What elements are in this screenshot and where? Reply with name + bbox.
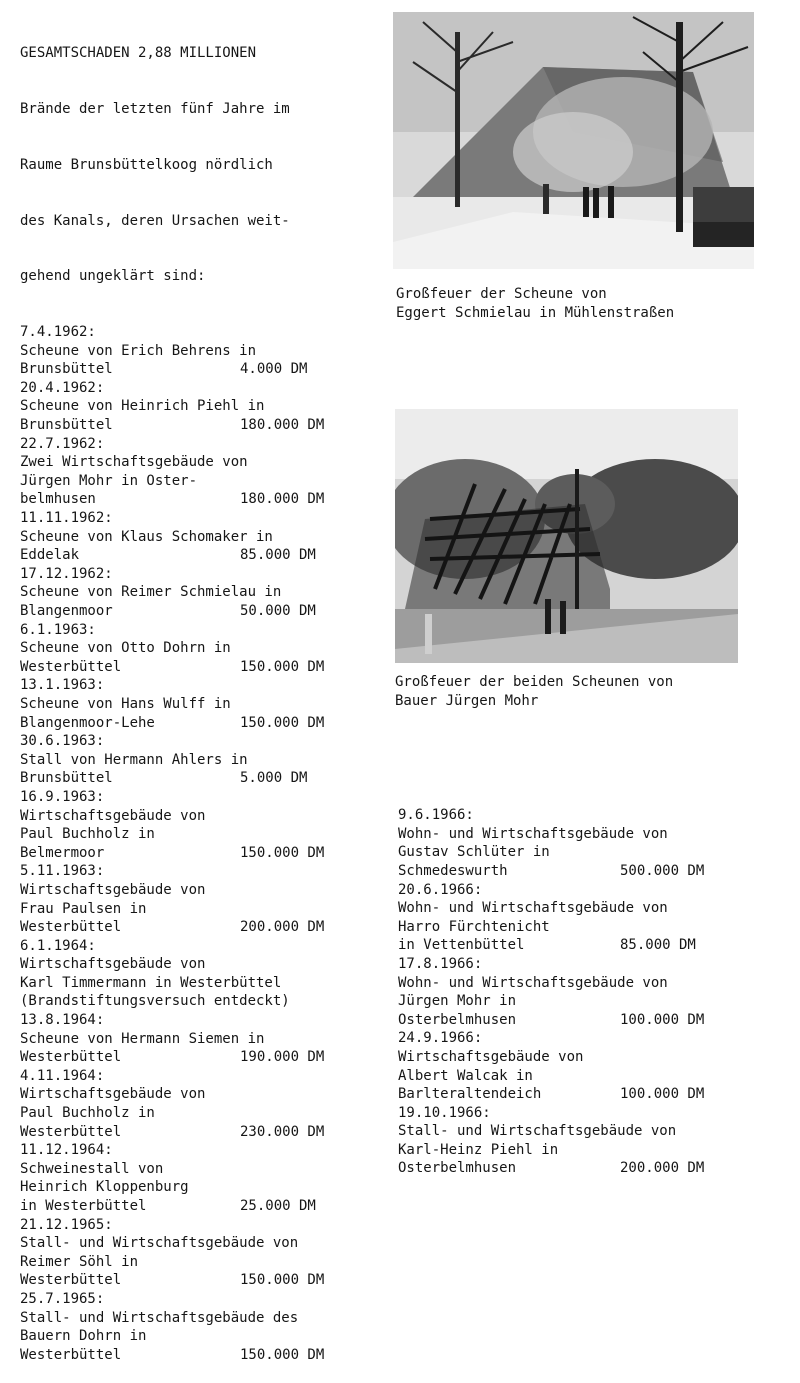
entry-amount: 200.000 DM bbox=[620, 1160, 705, 1177]
entry-text: Blangenmoor-Lehe 150.000 DM bbox=[20, 714, 325, 731]
entry-text: Bauern Dohrn in bbox=[20, 1328, 147, 1345]
fire-entry bbox=[20, 676, 390, 732]
entry-amount: 25.000 DM bbox=[240, 1198, 316, 1214]
entry-text: Wirtschaftsgebäude von bbox=[20, 956, 206, 973]
entry-text: Belmermoor 150.000 DM bbox=[20, 844, 325, 861]
entry-text: Osterbelmhusen 100.000 DM bbox=[398, 1011, 705, 1028]
entry-date: 5.11.1963: bbox=[20, 863, 105, 880]
fire-list-right bbox=[398, 806, 778, 1178]
fire-entry bbox=[20, 379, 390, 435]
entry-text: Scheune von Reimer Schmielau in bbox=[20, 584, 282, 601]
fire-entry bbox=[20, 1216, 390, 1290]
fire-entry bbox=[20, 1141, 390, 1215]
entry-text: Jürgen Mohr in Oster- bbox=[20, 472, 198, 489]
entry-text: Karl-Heinz Piehl in bbox=[398, 1141, 559, 1158]
entry-amount: 150.000 DM bbox=[240, 1346, 325, 1363]
entry-text: Westerbüttel 150.000 DM bbox=[20, 1272, 325, 1289]
entry-text: (Brandstiftungsversuch entdeckt) bbox=[20, 993, 290, 1010]
entry-date: 19.10.1966: bbox=[398, 1104, 491, 1121]
entry-text: Stall- und Wirtschaftsgebäude des bbox=[20, 1309, 299, 1326]
entry-text: Barlteraltendeich 100.000 DM bbox=[398, 1086, 705, 1103]
entry-text: Brunsbüttel 5.000 DM bbox=[20, 770, 308, 787]
fire-entry bbox=[398, 881, 778, 955]
entry-date: 6.1.1964: bbox=[20, 937, 96, 954]
entry-amount: 230.000 DM bbox=[240, 1123, 325, 1140]
entry-text: Wirtschaftsgebäude von bbox=[20, 881, 206, 898]
entry-amount: 5.000 DM bbox=[240, 770, 308, 787]
intro-line: Brände der letzten fünf Jahre im bbox=[20, 100, 290, 117]
intro-line: gehend ungeklärt sind: bbox=[20, 268, 206, 285]
entry-text: Wirtschaftsgebäude von bbox=[20, 807, 206, 824]
entry-text: Westerbüttel 190.000 DM bbox=[20, 1049, 325, 1066]
entry-amount: 100.000 DM bbox=[620, 1011, 705, 1028]
entry-text: Osterbelmhusen 200.000 DM bbox=[398, 1160, 705, 1177]
entry-amount: 180.000 DM bbox=[240, 491, 325, 508]
entry-date: 20.6.1966: bbox=[398, 881, 483, 898]
entry-text: Stall- und Wirtschaftsgebäude von bbox=[398, 1123, 677, 1140]
entry-text: Paul Buchholz in bbox=[20, 826, 155, 843]
entry-date: 13.8.1964: bbox=[20, 1012, 105, 1029]
entry-date: 7.4.1962: bbox=[20, 324, 96, 341]
entry-date: 9.6.1966: bbox=[398, 807, 474, 824]
entry-text: Schmedeswurth 500.000 DM bbox=[398, 862, 705, 879]
left-column bbox=[20, 7, 390, 1383]
entry-text: Wohn- und Wirtschaftsgebäude von bbox=[398, 825, 668, 842]
entry-text: Westerbüttel 150.000 DM bbox=[20, 658, 325, 675]
entry-amount: 85.000 DM bbox=[240, 547, 316, 564]
intro-line: Raume Brunsbüttelkoog nördlich bbox=[20, 156, 273, 173]
entry-amount: 200.000 DM bbox=[240, 919, 325, 936]
entry-text: Schweinestall von bbox=[20, 1160, 164, 1177]
entry-text: in Vettenbüttel 85.000 DM bbox=[398, 937, 696, 954]
page-heading: GESAMTSCHADEN 2,88 MILLIONEN bbox=[20, 45, 257, 62]
entry-text: Scheune von Otto Dohrn in bbox=[20, 640, 231, 657]
entry-date: 24.9.1966: bbox=[398, 1030, 483, 1047]
entry-amount: 150.000 DM bbox=[240, 1272, 325, 1289]
fire-entry bbox=[398, 1104, 778, 1178]
fire-entry bbox=[20, 509, 390, 565]
entry-text: Zwei Wirtschaftsgebäude von bbox=[20, 454, 248, 471]
entry-amount: 180.000 DM bbox=[240, 417, 325, 434]
entry-amount: 150.000 DM bbox=[240, 658, 325, 675]
entry-amount: 500.000 DM bbox=[620, 862, 705, 879]
fire-entry bbox=[398, 955, 778, 1029]
fire-entry bbox=[20, 1290, 390, 1364]
entry-date: 4.11.1964: bbox=[20, 1067, 105, 1084]
fire-entry bbox=[20, 565, 390, 621]
entry-text: Stall- und Wirtschaftsgebäude von bbox=[20, 1235, 299, 1252]
entry-text: Reimer Söhl in bbox=[20, 1253, 139, 1270]
photo1-caption: Großfeuer der Scheune von Eggert Schmielau in Mühlenstraßen bbox=[396, 286, 675, 321]
entry-amount: 100.000 DM bbox=[620, 1086, 705, 1103]
entry-date: 30.6.1963: bbox=[20, 733, 105, 750]
entry-date: 25.7.1965: bbox=[20, 1290, 105, 1307]
entry-date: 22.7.1962: bbox=[20, 435, 105, 452]
fire-list-left bbox=[20, 323, 390, 1364]
fire-entry bbox=[20, 732, 390, 788]
entry-date: 11.12.1964: bbox=[20, 1142, 113, 1159]
entry-amount: 50.000 DM bbox=[240, 603, 316, 619]
entry-text: Heinrich Kloppenburg bbox=[20, 1179, 189, 1196]
entry-text: Westerbüttel 230.000 DM bbox=[20, 1123, 325, 1140]
fire-entry bbox=[20, 1067, 390, 1141]
entry-text: Albert Walcak in bbox=[398, 1067, 533, 1084]
entry-amount: 150.000 DM bbox=[240, 844, 325, 861]
entry-text: Wirtschaftsgebäude von bbox=[398, 1048, 584, 1065]
fire-entry bbox=[20, 323, 390, 379]
entry-text: Brunsbüttel 4.000 DM bbox=[20, 361, 308, 378]
fire-entry bbox=[20, 1011, 390, 1067]
entry-text: Wirtschaftsgebäude von bbox=[20, 1086, 206, 1103]
entry-text: Wohn- und Wirtschaftsgebäude von bbox=[398, 974, 668, 991]
fire-entry bbox=[398, 1029, 778, 1103]
entry-text: Eddelak 85.000 DM bbox=[20, 547, 316, 564]
entry-text: Stall von Hermann Ahlers in bbox=[20, 751, 248, 768]
entry-text: in Westerbüttel 25.000 DM bbox=[20, 1198, 316, 1214]
entry-amount: 150.000 DM bbox=[240, 714, 325, 731]
entry-amount: 4.000 DM bbox=[240, 361, 308, 378]
fire-entry bbox=[20, 788, 390, 862]
entry-date: 11.11.1962: bbox=[20, 510, 113, 527]
fire-entry bbox=[20, 621, 390, 677]
entry-text: Scheune von Hermann Siemen in bbox=[20, 1030, 265, 1047]
entry-date: 20.4.1962: bbox=[20, 379, 105, 396]
entry-text: Frau Paulsen in bbox=[20, 900, 147, 917]
fire-entry bbox=[398, 806, 778, 880]
entry-date: 13.1.1963: bbox=[20, 677, 105, 694]
entry-date: 17.12.1962: bbox=[20, 565, 113, 582]
fire-entry bbox=[20, 435, 390, 509]
entry-date: 16.9.1963: bbox=[20, 788, 105, 805]
entry-text: Scheune von Heinrich Piehl in bbox=[20, 398, 265, 415]
entry-date: 17.8.1966: bbox=[398, 955, 483, 972]
entry-text: Karl Timmermann in Westerbüttel bbox=[20, 974, 282, 991]
entry-text: Brunsbüttel 180.000 DM bbox=[20, 417, 325, 434]
photo2-caption: Großfeuer der beiden Scheunen von Bauer Jürgen Mohr bbox=[395, 674, 674, 709]
fire-entry bbox=[20, 937, 390, 1011]
entry-text: Scheune von Erich Behrens in bbox=[20, 342, 257, 359]
barn-fire-photo-schmielau bbox=[393, 12, 754, 269]
entry-text: Paul Buchholz in bbox=[20, 1105, 155, 1122]
right-column bbox=[398, 769, 778, 1197]
entry-text: Harro Fürchtenicht bbox=[398, 918, 550, 935]
entry-text: Jürgen Mohr in bbox=[398, 993, 517, 1010]
entry-text: Westerbüttel 150.000 DM bbox=[20, 1346, 325, 1363]
entry-date: 21.12.1965: bbox=[20, 1216, 113, 1233]
entry-date: 6.1.1963: bbox=[20, 621, 96, 638]
entry-text: Wohn- und Wirtschaftsgebäude von bbox=[398, 900, 668, 917]
entry-text: Scheune von Klaus Schomaker in bbox=[20, 528, 273, 545]
entry-amount: 85.000 DM bbox=[620, 937, 696, 954]
intro-line: des Kanals, deren Ursachen weit- bbox=[20, 212, 290, 229]
entry-text: Blangenmoor 50.000 DM bbox=[20, 603, 316, 619]
entry-text: Scheune von Hans Wulff in bbox=[20, 695, 231, 712]
barn-fire-photo-mohr bbox=[395, 409, 738, 663]
entry-text: Westerbüttel 200.000 DM bbox=[20, 919, 325, 936]
entry-text: Gustav Schlüter in bbox=[398, 844, 550, 861]
fire-entry bbox=[20, 862, 390, 936]
entry-amount: 190.000 DM bbox=[240, 1049, 325, 1066]
entry-text: belmhusen 180.000 DM bbox=[20, 491, 325, 508]
